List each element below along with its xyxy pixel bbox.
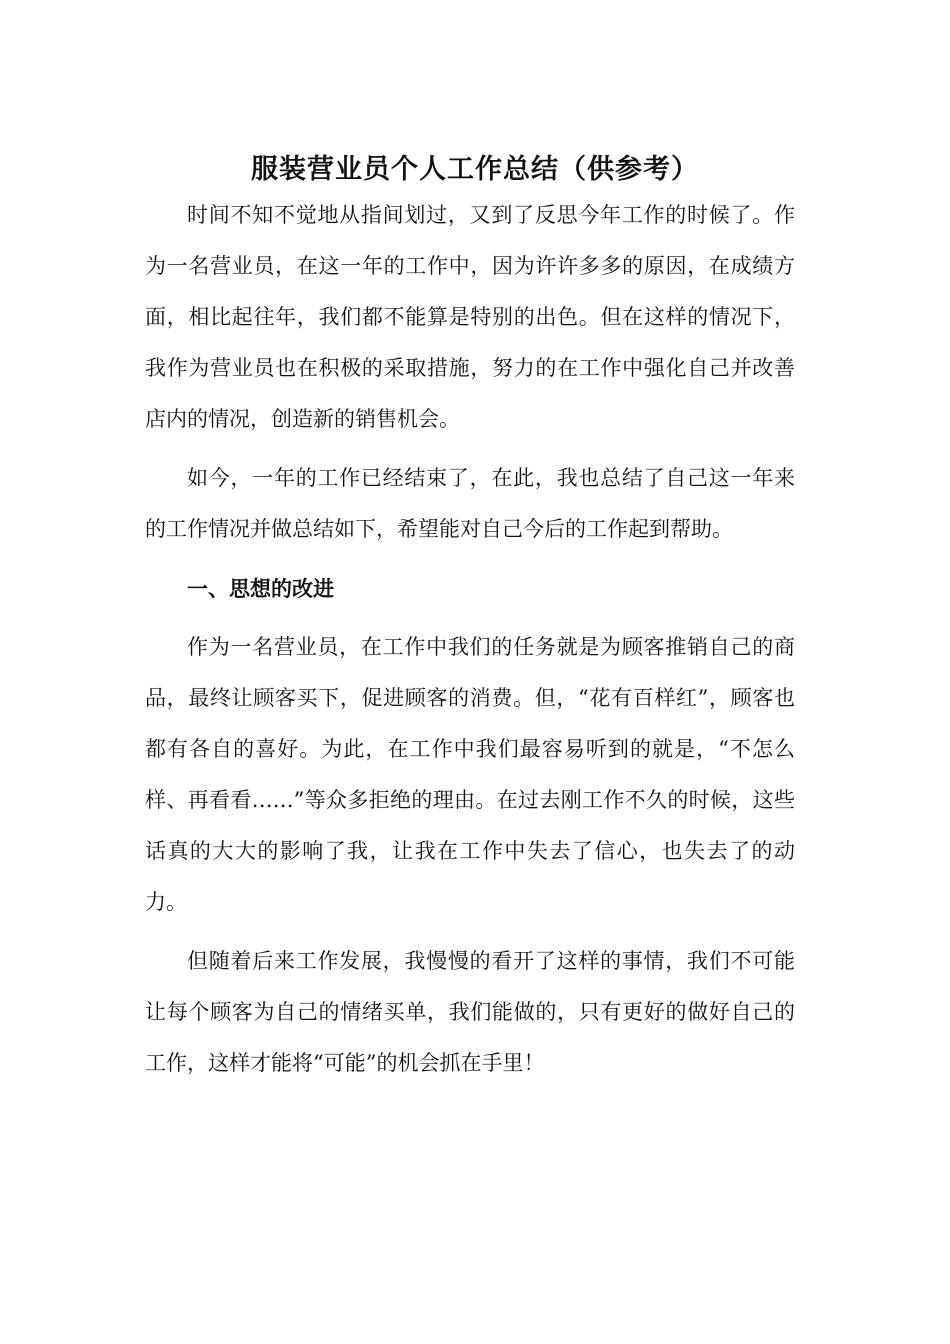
document-body [145,190,795,1097]
paragraph-intro: 时间不知不觉地从指间划过，又到了反思今年工作的时候了。作为一名营业员，在这一年的工作中，因为许许多多的原因，在成绩方面，相比起往年，我们都不能算是特别的出色。但在这样的情况下，我作为营业员也在积极的采取措施，努力的在工作中强化自己并改善店内的情况，创造新的销售机会。 [145,203,795,431]
section-heading-thinking-improvement: 一、思想的改进 [187,576,334,601]
paragraph-summary-purpose: 如今，一年的工作已经结束了，在此，我也总结了自己这一年来的工作情况并做总结如下，希望能对自己今后的工作起到帮助。 [145,466,795,541]
paragraph-customer-rejection: 作为一名营业员，在工作中我们的任务就是为顾客推销自己的商品，最终让顾客买下，促进顾客的消费。但，“花有百样红”，顾客也都有各自的喜好。为此，在工作中我们最容易听到的就是，“不怎么样、再看看……”等众多拒绝的理由。在过去刚工作不久的时候，这些话真的大大的影响了我，让我在工作中失去了信心，也失去了的动力。 [145,635,795,914]
paragraph-attitude-change: 但随着后来工作发展，我慢慢的看开了这样的事情，我们不可能让每个顾客为自己的情绪买单，我们能做的，只有更好的做好自己的工作，这样才能将“可能”的机会抓在手里！ [145,949,795,1075]
document-title: 服装营业员个人工作总结（供参考） [251,154,699,186]
